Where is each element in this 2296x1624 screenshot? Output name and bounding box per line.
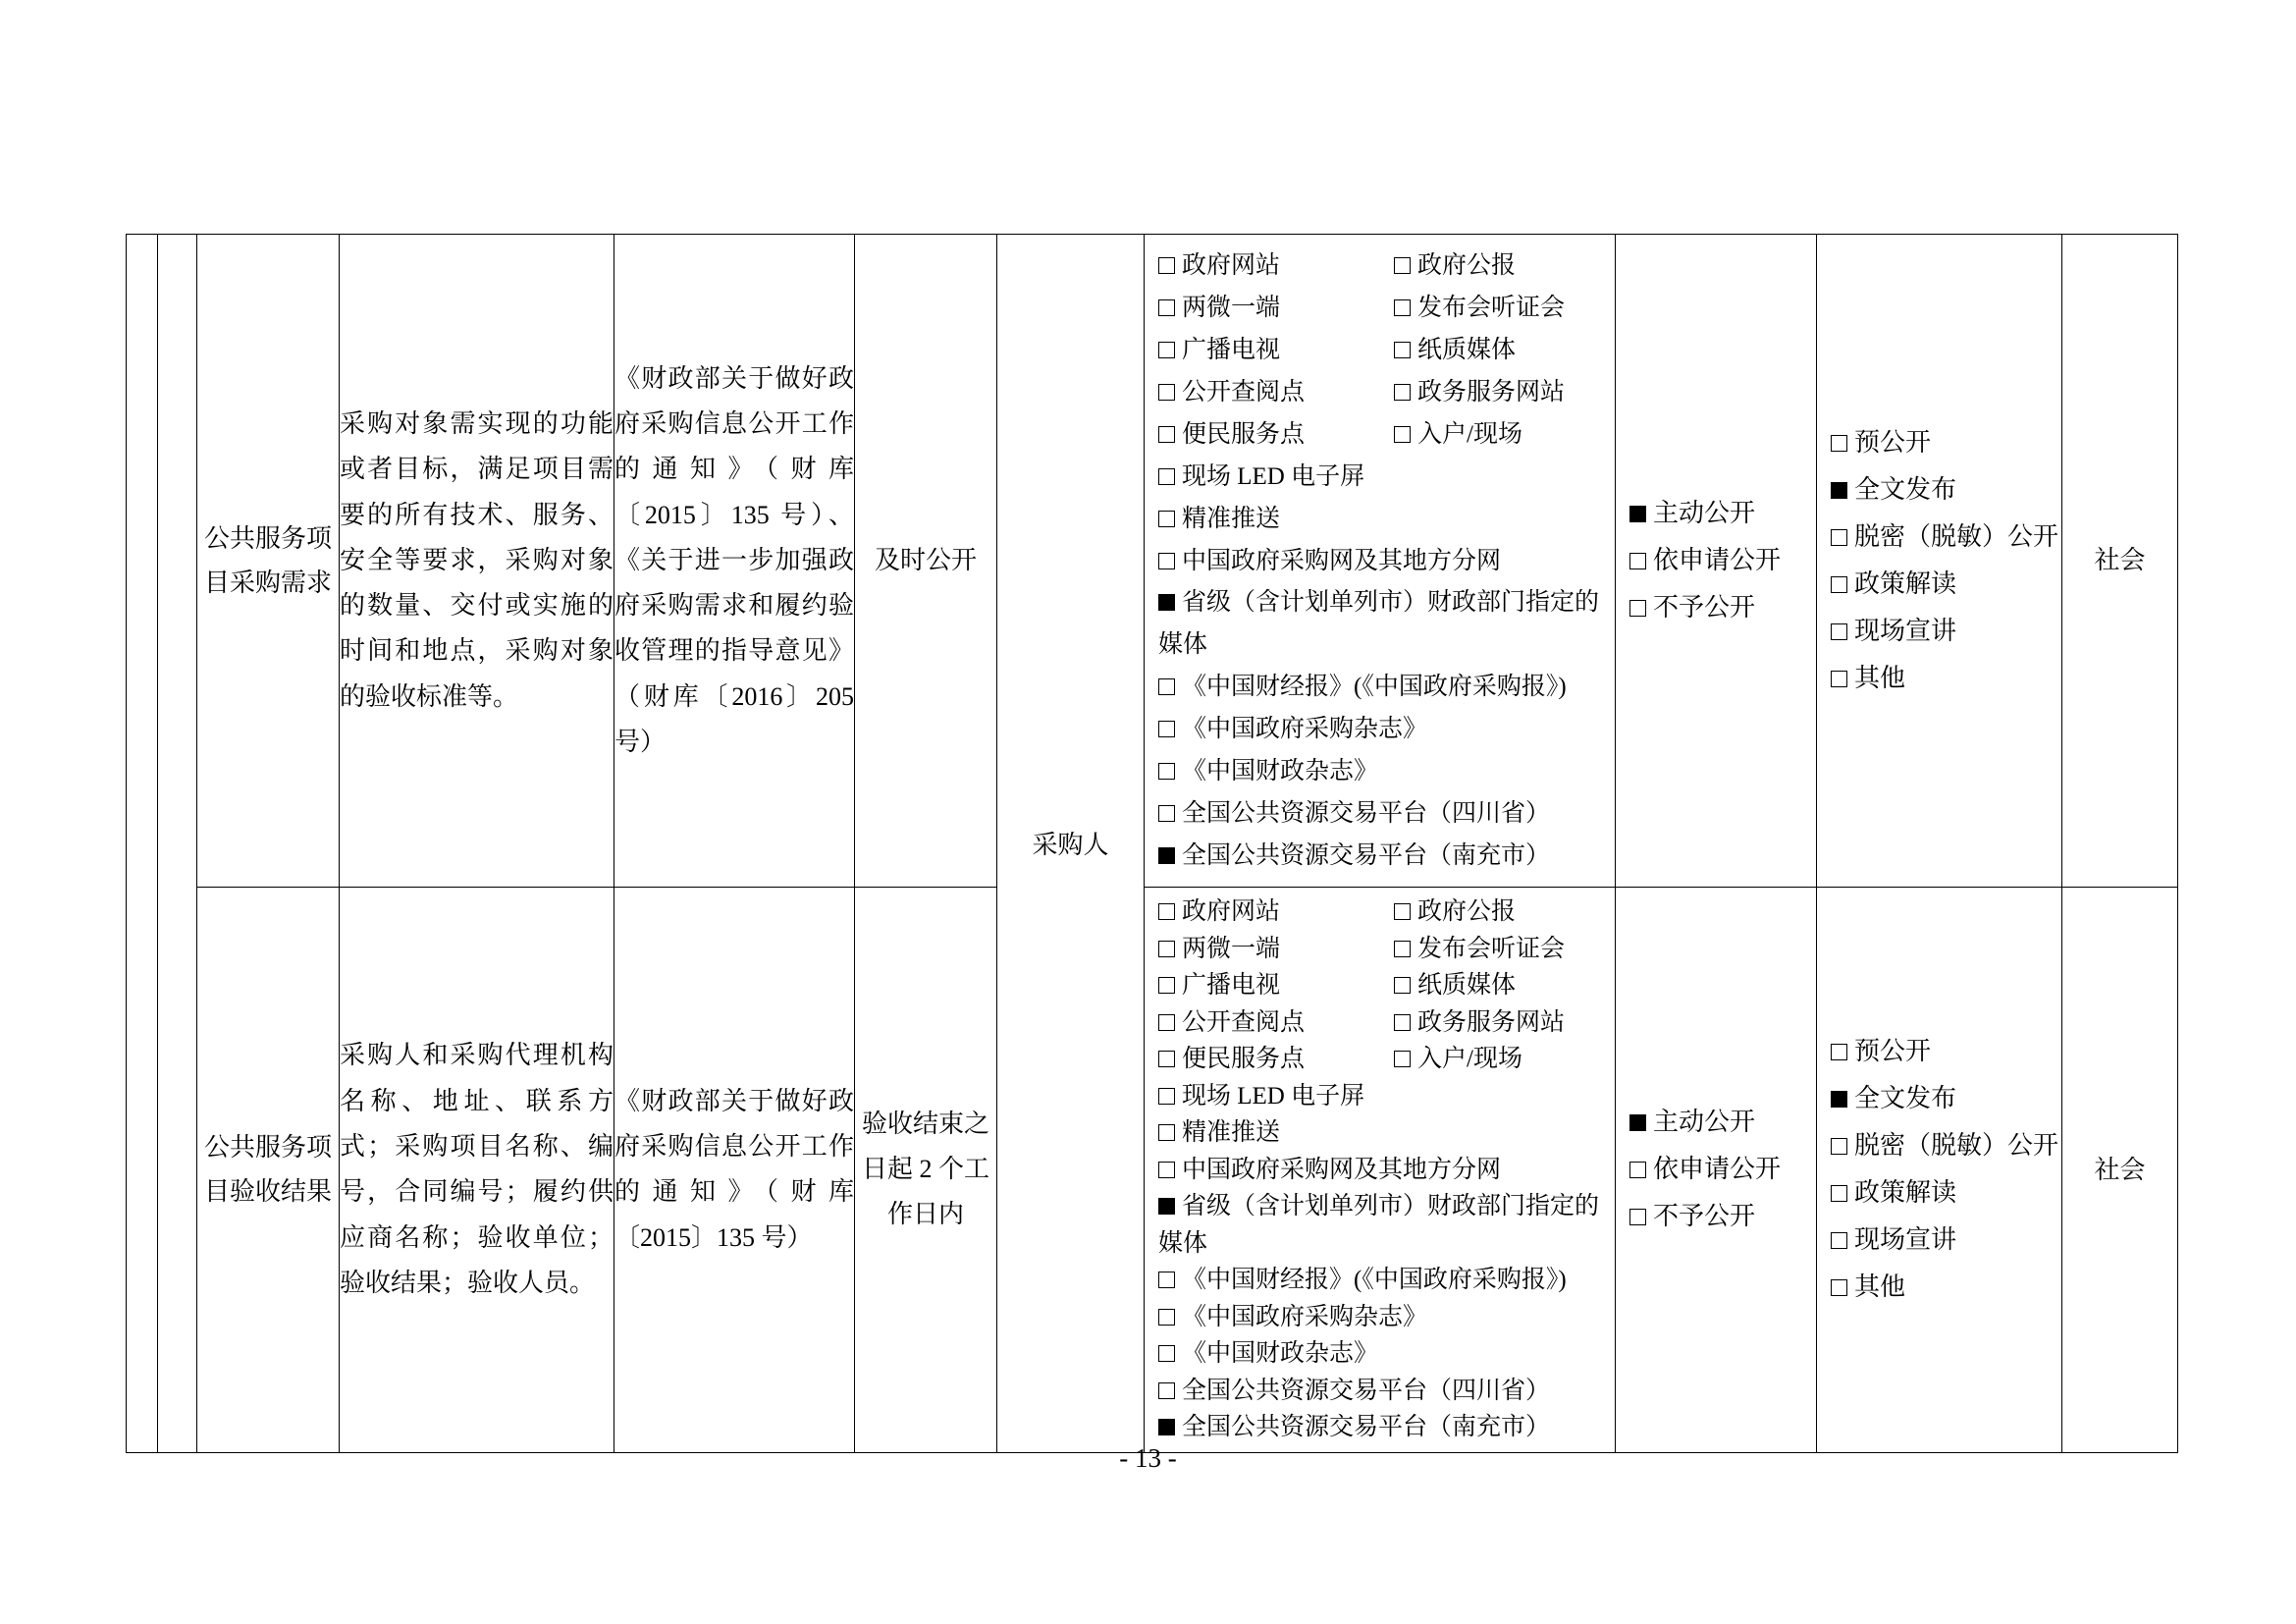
channel-option-中国政府采购杂志[interactable]: 《中国政府采购杂志》 xyxy=(1158,1299,1603,1336)
checkbox-icon[interactable] xyxy=(1158,426,1175,443)
checkbox-icon[interactable] xyxy=(1831,1279,1847,1296)
checkbox-icon[interactable] xyxy=(1394,1051,1411,1067)
cell-item-name: 公共服务项目验收结果 xyxy=(197,888,340,1453)
form-option-全文发布[interactable]: 全文发布 xyxy=(1831,1075,2048,1122)
channel-option-row xyxy=(1158,287,1603,329)
checkbox-icon[interactable] xyxy=(1831,482,1847,499)
channel-option-row xyxy=(1158,1041,1603,1078)
checkbox-icon[interactable] xyxy=(1831,1044,1847,1060)
checkbox-icon[interactable] xyxy=(1629,1114,1646,1131)
channel-option-公开查阅点[interactable]: 公开查阅点 xyxy=(1158,371,1394,413)
form-option-政策解读[interactable]: 政策解读 xyxy=(1831,1169,2048,1217)
checkbox-icon[interactable] xyxy=(1158,1124,1175,1141)
channel-option-全国公共资源交易平台四川省[interactable]: 全国公共资源交易平台（四川省） xyxy=(1158,792,1603,835)
channel-option-公开查阅点[interactable]: 公开查阅点 xyxy=(1158,1004,1394,1042)
attribute-option-list xyxy=(1616,1089,1816,1250)
checkbox-icon[interactable] xyxy=(1831,576,1847,593)
checkbox-icon[interactable] xyxy=(1394,384,1411,401)
attribute-option-依申请公开[interactable]: 依申请公开 xyxy=(1629,1146,1802,1193)
checkbox-icon[interactable] xyxy=(1158,1272,1175,1288)
form-option-预公开[interactable]: 预公开 xyxy=(1831,1028,2048,1075)
channel-option-政府公报[interactable]: 政府公报 xyxy=(1394,893,1516,931)
attribute-option-list xyxy=(1616,480,1816,641)
channel-option-全国公共资源交易平台南充市[interactable]: 全国公共资源交易平台（南充市） xyxy=(1158,835,1603,877)
channel-option-现场LED电子屏[interactable]: 现场 LED 电子屏 xyxy=(1158,456,1603,498)
checkbox-icon[interactable] xyxy=(1394,426,1411,443)
page-number: - 13 - xyxy=(1119,1443,1177,1473)
cell-category-index xyxy=(127,235,158,1453)
checkbox-icon[interactable] xyxy=(1158,977,1175,994)
channel-option-精准推送[interactable]: 精准推送 xyxy=(1158,1114,1603,1152)
checkbox-icon[interactable] xyxy=(1158,1088,1175,1105)
channel-option-政务服务网站[interactable]: 政务服务网站 xyxy=(1394,1004,1565,1042)
channel-option-两微一端[interactable]: 两微一端 xyxy=(1158,287,1394,329)
form-option-现场宣讲[interactable]: 现场宣讲 xyxy=(1831,1217,2048,1264)
cell-item-content: 采购人和采购代理机构名称、地址、联系方式；采购项目名称、编号，合同编号；履约供应商名称；验收单位；验收结果；验收人员。 xyxy=(340,888,614,1453)
checkbox-icon[interactable] xyxy=(1831,1091,1847,1108)
checkbox-icon[interactable] xyxy=(1629,1209,1646,1225)
table-row xyxy=(127,888,2178,1453)
checkbox-icon[interactable] xyxy=(1831,1232,1847,1249)
channel-option-list xyxy=(1145,888,1615,1452)
channel-option-纸质媒体[interactable]: 纸质媒体 xyxy=(1394,329,1516,371)
attribute-option-不予公开[interactable]: 不予公开 xyxy=(1629,1193,1802,1240)
channel-option-省级财政部门指定的媒体[interactable]: 省级（含计划单列市）财政部门指定的媒体 xyxy=(1158,589,1600,658)
cell-item-object: 社会 xyxy=(2062,235,2178,888)
checkbox-icon[interactable] xyxy=(1158,342,1175,358)
attribute-option-主动公开[interactable]: 主动公开 xyxy=(1629,1099,1802,1146)
checkbox-icon[interactable] xyxy=(1158,1014,1175,1031)
checkbox-icon[interactable] xyxy=(1831,623,1847,640)
form-option-其他[interactable]: 其他 xyxy=(1831,1264,2048,1311)
checkbox-icon[interactable] xyxy=(1394,1014,1411,1031)
cell-item-time: 及时公开 xyxy=(855,235,997,888)
attribute-option-不予公开[interactable]: 不予公开 xyxy=(1629,584,1802,631)
checkbox-icon[interactable] xyxy=(1158,763,1175,780)
checkbox-icon[interactable] xyxy=(1158,941,1175,957)
channel-option-现场LED电子屏[interactable]: 现场 LED 电子屏 xyxy=(1158,1078,1603,1115)
cell-item-basis: 《财政部关于做好政府采购信息公开工作的通知》（财库〔2015〕135 号） xyxy=(614,888,855,1453)
checkbox-icon[interactable] xyxy=(1158,594,1175,611)
channel-option-政府公报[interactable]: 政府公报 xyxy=(1394,244,1516,287)
attribute-option-主动公开[interactable]: 主动公开 xyxy=(1629,490,1802,537)
cell-item-attributes xyxy=(1616,888,1817,1453)
checkbox-icon[interactable] xyxy=(1158,1345,1175,1362)
channel-option-政务服务网站[interactable]: 政务服务网站 xyxy=(1394,371,1565,413)
checkbox-icon[interactable] xyxy=(1831,435,1847,452)
channel-option-入户现场[interactable]: 入户/现场 xyxy=(1394,413,1522,456)
channel-option-row xyxy=(1158,329,1603,371)
channel-option-中国财经报[interactable]: 《中国财经报》(《中国政府采购报》) xyxy=(1158,1262,1603,1299)
channel-option-省级财政部门指定的媒体[interactable]: 省级（含计划单列市）财政部门指定的媒体 xyxy=(1158,1193,1600,1257)
cell-item-channels xyxy=(1145,235,1616,888)
form-option-脱密脱敏公开[interactable]: 脱密（脱敏）公开 xyxy=(1831,1122,2048,1169)
checkbox-icon[interactable] xyxy=(1831,1185,1847,1202)
cell-item-forms xyxy=(1817,235,2062,888)
checkbox-icon[interactable] xyxy=(1158,1419,1175,1435)
channel-option-政府网站[interactable]: 政府网站 xyxy=(1158,244,1394,287)
checkbox-icon[interactable] xyxy=(1158,805,1175,822)
channel-option-row xyxy=(1158,967,1603,1004)
checkbox-icon[interactable] xyxy=(1158,1198,1175,1215)
checkbox-icon[interactable] xyxy=(1158,1162,1175,1178)
form-option-政策解读[interactable]: 政策解读 xyxy=(1831,561,2048,608)
cell-subcategory-index xyxy=(158,235,197,1453)
channel-option-list xyxy=(1145,235,1615,887)
channel-option-广播电视[interactable]: 广播电视 xyxy=(1158,967,1394,1004)
channel-option-中国政府采购网及其地方分网[interactable]: 中国政府采购网及其地方分网 xyxy=(1158,540,1603,582)
form-option-list xyxy=(1817,1018,2061,1322)
checkbox-icon[interactable] xyxy=(1158,468,1175,485)
checkbox-icon[interactable] xyxy=(1831,529,1847,546)
channel-option-广播电视[interactable]: 广播电视 xyxy=(1158,329,1394,371)
form-option-list xyxy=(1817,409,2061,713)
cell-item-forms xyxy=(1817,888,2062,1453)
checkbox-icon[interactable] xyxy=(1629,600,1646,617)
cell-item-time: 验收结束之日起 2 个工作日内 xyxy=(855,888,997,1453)
channel-option-便民服务点[interactable]: 便民服务点 xyxy=(1158,413,1394,456)
form-option-脱密脱敏公开[interactable]: 脱密（脱敏）公开 xyxy=(1831,514,2048,561)
checkbox-icon[interactable] xyxy=(1158,1382,1175,1399)
checkbox-icon[interactable] xyxy=(1158,678,1175,695)
channel-option-中国财政杂志[interactable]: 《中国财政杂志》 xyxy=(1158,1335,1603,1373)
cell-item-name: 公共服务项目采购需求 xyxy=(197,235,340,888)
checkbox-icon[interactable] xyxy=(1158,1309,1175,1326)
checkbox-icon[interactable] xyxy=(1394,903,1411,920)
checkbox-icon[interactable] xyxy=(1158,721,1175,737)
form-option-预公开[interactable]: 预公开 xyxy=(1831,419,2048,466)
checkbox-icon[interactable] xyxy=(1629,553,1646,569)
cell-item-object: 社会 xyxy=(2062,888,2178,1453)
checkbox-icon[interactable] xyxy=(1629,1162,1646,1178)
channel-option-两微一端[interactable]: 两微一端 xyxy=(1158,931,1394,968)
checkbox-icon[interactable] xyxy=(1394,941,1411,957)
checkbox-icon[interactable] xyxy=(1158,903,1175,920)
channel-option-发布会听证会[interactable]: 发布会听证会 xyxy=(1394,287,1565,329)
channel-option-row xyxy=(1158,1004,1603,1042)
channel-option-政府网站[interactable]: 政府网站 xyxy=(1158,893,1394,931)
checkbox-icon[interactable] xyxy=(1394,342,1411,358)
checkbox-icon[interactable] xyxy=(1831,671,1847,687)
channel-option-全国公共资源交易平台南充市[interactable]: 全国公共资源交易平台（南充市） xyxy=(1158,1409,1603,1446)
disclosure-table xyxy=(126,234,2178,1453)
checkbox-icon[interactable] xyxy=(1394,299,1411,316)
checkbox-icon[interactable] xyxy=(1158,847,1175,864)
checkbox-icon[interactable] xyxy=(1158,257,1175,274)
checkbox-icon[interactable] xyxy=(1629,506,1646,522)
attribute-option-依申请公开[interactable]: 依申请公开 xyxy=(1629,537,1802,584)
channel-option-row xyxy=(1158,244,1603,287)
checkbox-icon[interactable] xyxy=(1394,977,1411,994)
cell-item-subject: 采购人 xyxy=(997,235,1145,1453)
channel-option-入户现场[interactable]: 入户/现场 xyxy=(1394,1041,1522,1078)
channel-option-row xyxy=(1158,371,1603,413)
channel-option-row xyxy=(1158,931,1603,968)
channel-option-精准推送[interactable]: 精准推送 xyxy=(1158,498,1603,540)
form-option-现场宣讲[interactable]: 现场宣讲 xyxy=(1831,608,2048,655)
checkbox-icon[interactable] xyxy=(1158,553,1175,569)
channel-option-row xyxy=(1158,413,1603,456)
channel-option-row xyxy=(1158,893,1603,931)
checkbox-icon[interactable] xyxy=(1831,1138,1847,1155)
cell-item-content: 采购对象需实现的功能或者目标，满足项目需要的所有技术、服务、安全等要求，采购对象的数量、交付或实施的时间和地点，采购对象的验收标准等。 xyxy=(340,235,614,888)
channel-option-纸质媒体[interactable]: 纸质媒体 xyxy=(1394,967,1516,1004)
channel-option-发布会听证会[interactable]: 发布会听证会 xyxy=(1394,931,1565,968)
channel-option-中国财经报[interactable]: 《中国财经报》(《中国政府采购报》) xyxy=(1158,666,1603,708)
table-row xyxy=(127,235,2178,888)
form-option-全文发布[interactable]: 全文发布 xyxy=(1831,466,2048,514)
form-option-其他[interactable]: 其他 xyxy=(1831,655,2048,702)
checkbox-icon[interactable] xyxy=(1158,511,1175,527)
checkbox-icon[interactable] xyxy=(1158,299,1175,316)
channel-option-中国财政杂志[interactable]: 《中国财政杂志》 xyxy=(1158,750,1603,792)
cell-item-basis: 《财政部关于做好政府采购信息公开工作的通知》（财库〔2015〕135 号）、《关于进一步加强政府采购需求和履约验收管理的指导意见》（财库〔2016〕205 号） xyxy=(614,235,855,888)
checkbox-icon[interactable] xyxy=(1158,384,1175,401)
channel-option-便民服务点[interactable]: 便民服务点 xyxy=(1158,1041,1394,1078)
cell-item-attributes xyxy=(1616,235,1817,888)
channel-option-全国公共资源交易平台四川省[interactable]: 全国公共资源交易平台（四川省） xyxy=(1158,1373,1603,1410)
checkbox-icon[interactable] xyxy=(1158,1051,1175,1067)
checkbox-icon[interactable] xyxy=(1394,257,1411,274)
channel-option-中国政府采购网及其地方分网[interactable]: 中国政府采购网及其地方分网 xyxy=(1158,1152,1603,1189)
channel-option-中国政府采购杂志[interactable]: 《中国政府采购杂志》 xyxy=(1158,708,1603,750)
cell-item-channels xyxy=(1145,888,1616,1453)
